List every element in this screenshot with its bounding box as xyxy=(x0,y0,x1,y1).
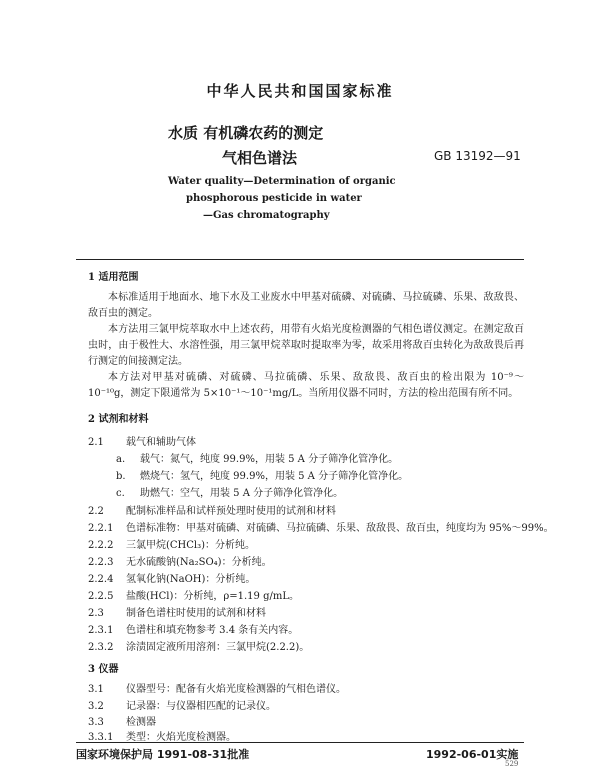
section1-heading: 1 适用范围 xyxy=(88,272,139,283)
item-text: 燃烧气：氢气，纯度 99.9%，用装 5 A 分子筛净化管净化。 xyxy=(140,471,409,482)
item-text: 配制标准样品和试样预处理时使用的试剂和材料 xyxy=(126,506,336,517)
item-number: 3.1 xyxy=(88,684,104,695)
item-text: 无水硫酸钠(Na₂SO₄)：分析纯。 xyxy=(126,557,272,568)
section1-para1: 本标准适用于地面水、地下水及工业废水中甲基对硫磷、对硫磷、马拉硫磷、乐果、敌敌畏、敌百虫的测定。 xyxy=(88,292,524,319)
list-item xyxy=(116,467,408,482)
approval-line: 国家环境保护局 1991-08-31批准 xyxy=(76,748,250,761)
section2-heading: 2 试剂和材料 xyxy=(88,414,149,425)
item-text: 盐酸(HCl)：分析纯，ρ=1.19 g/mL。 xyxy=(126,591,299,602)
item-number: 2.3.1 xyxy=(88,625,114,636)
title-cn-line2: 气相色谱法 xyxy=(222,149,298,167)
list-item xyxy=(116,484,343,499)
item-number: 2.2.5 xyxy=(88,591,114,602)
list-item xyxy=(88,728,236,743)
item-number: 2.2.4 xyxy=(88,574,114,585)
item-text: 载气：氮气，纯度 99.9%，用装 5 A 分子筛净化管净化。 xyxy=(140,454,399,465)
item-text: 涂渍固定液所用溶剂：三氯甲烷(2.2.2)。 xyxy=(126,642,310,653)
standard-number: GB 13192—91 xyxy=(434,149,521,163)
list-item xyxy=(116,450,398,465)
item-number: 3.2 xyxy=(88,701,104,712)
standard-type: 中华人民共和国国家标准 xyxy=(206,82,394,100)
item-number: 2.2.1 xyxy=(88,523,114,534)
footer-divider xyxy=(76,742,524,743)
item-number: 2.3 xyxy=(88,608,104,619)
list-item xyxy=(88,433,196,448)
header-divider xyxy=(76,259,524,260)
item-text: 记录器：与仪器相匹配的记录仪。 xyxy=(126,701,276,712)
item-number: b. xyxy=(116,471,126,482)
item-number: 2.2.3 xyxy=(88,557,114,568)
list-item xyxy=(88,621,298,636)
item-number: c. xyxy=(116,488,125,499)
item-number: 2.2.2 xyxy=(88,540,114,551)
title-cn-line1: 水质 有机磷农药的测定 xyxy=(168,124,324,142)
list-item xyxy=(88,553,272,568)
item-text: 制备色谱柱时使用的试剂和材料 xyxy=(126,608,266,619)
item-text: 色谱柱和填充物参考 3.4 条有关内容。 xyxy=(126,625,299,636)
section3-heading: 3 仪器 xyxy=(88,664,119,675)
item-text: 类型：火焰光度检测器。 xyxy=(126,732,236,743)
list-item xyxy=(88,680,346,695)
title-en-line3: —Gas chromatography xyxy=(203,210,330,221)
title-en-line1: Water quality—Determination of organic xyxy=(168,176,396,187)
list-item xyxy=(88,570,255,585)
list-item xyxy=(88,638,309,653)
list-item xyxy=(88,519,554,534)
item-number: 3.3 xyxy=(88,717,104,728)
list-item xyxy=(88,713,156,728)
item-number: 3.3.1 xyxy=(88,732,114,743)
item-text: 助燃气：空气，用装 5 A 分子筛净化管净化。 xyxy=(140,488,344,499)
item-text: 色谱标准物：甲基对硫磷、对硫磷、马拉硫磷、乐果、敌敌畏、敌百虫，纯度均为 95%～99%。 xyxy=(126,523,554,534)
item-text: 检测器 xyxy=(126,717,156,728)
item-text: 载气和辅助气体 xyxy=(126,437,196,448)
list-item xyxy=(88,587,299,602)
list-item xyxy=(88,536,255,551)
list-item xyxy=(88,502,336,517)
item-number: 2.3.2 xyxy=(88,642,114,653)
title-en-line2: phosphorous pesticide in water xyxy=(186,193,362,204)
item-text: 氢氧化钠(NaOH)：分析纯。 xyxy=(126,574,256,585)
implementation-date: 1992-06-01实施 xyxy=(426,748,519,761)
page-number: 529 xyxy=(505,760,519,768)
list-item xyxy=(88,604,266,619)
item-number: a. xyxy=(116,454,126,465)
section1-para3: 本方法对甲基对硫磷、对硫磷、马拉硫磷、乐果、敌敌畏、敌百虫的检出限为 10⁻⁹～10⁻¹⁰g，测定下限通常为 5×10⁻¹～10⁻¹mg/L。当所用仪器不同时，方法的检出范围有所不同。 xyxy=(88,372,524,399)
item-text: 仪器型号：配备有火焰光度检测器的气相色谱仪。 xyxy=(126,684,346,695)
item-number: 2.1 xyxy=(88,437,104,448)
list-item xyxy=(88,697,276,712)
item-number: 2.2 xyxy=(88,506,104,517)
item-text: 三氯甲烷(CHCl₃)：分析纯。 xyxy=(126,540,256,551)
section1-para2: 本方法用三氯甲烷萃取水中上述农药，用带有火焰光度检测器的气相色谱仪测定。在测定敌百虫时，由于极性大、水溶性强，用三氯甲烷萃取时提取率为零，故采用将敌百虫转化为敌敌畏后再行测定的间接测定法。 xyxy=(88,324,524,367)
